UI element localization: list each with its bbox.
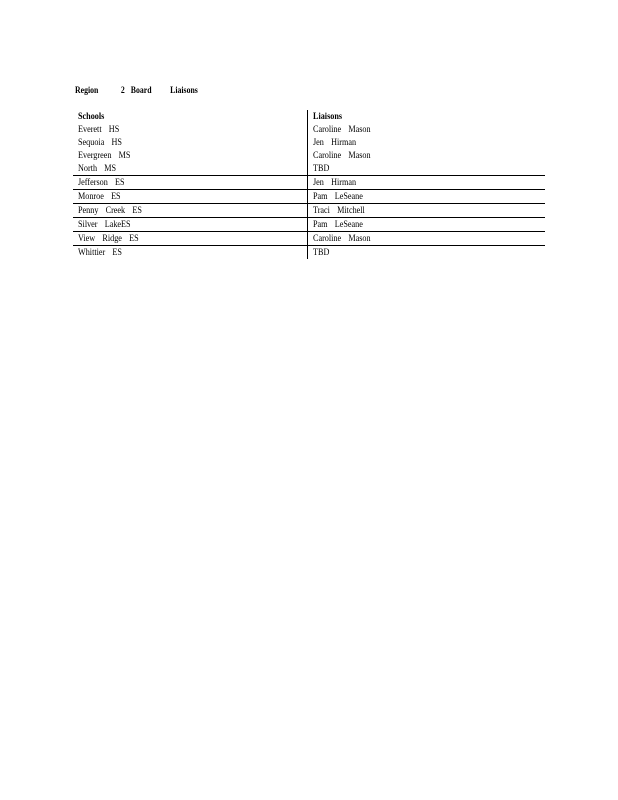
table-row [73, 190, 545, 204]
table-row [73, 176, 545, 190]
liaison-cell: Caroline Mason [313, 125, 372, 135]
liaison-cell: Pam LeSeane [308, 218, 545, 232]
school-cell: Evergreen MS [73, 149, 308, 162]
school-cell: Whittier ES [73, 246, 308, 260]
schools-column-header: Schools [73, 110, 308, 123]
liaison-cell: Pam LeSeane [308, 190, 545, 204]
liaison-cell: Jen Hirman [313, 138, 357, 148]
heading-board: Board [130, 86, 152, 96]
school-cell: Jefferson ES [73, 176, 308, 190]
liaison-table [73, 110, 545, 259]
table-row [73, 246, 545, 260]
liaison-cell: Caroline Mason [313, 151, 372, 161]
liaison-cell: TBD [313, 248, 330, 258]
table-row [73, 123, 545, 136]
table-row [73, 162, 545, 176]
table-row [73, 204, 545, 218]
school-cell: Silver LakeES [73, 218, 308, 232]
heading-region: Region [75, 86, 99, 96]
school-cell: Penny Creek ES [73, 204, 308, 218]
school-cell: Sequoia HS [73, 136, 308, 149]
table-row [73, 218, 545, 232]
heading-region-number: 2 [120, 86, 125, 96]
table-header-row [73, 110, 545, 123]
table-row [73, 136, 545, 149]
liaison-cell: Caroline Mason [308, 232, 545, 246]
liaison-cell: Traci Mitchell [308, 204, 545, 218]
liaison-cell: Jen Hirman [308, 176, 545, 190]
table-row [73, 232, 545, 246]
liaison-cell: TBD [313, 164, 330, 174]
school-cell: North MS [73, 162, 308, 176]
school-cell: View Ridge ES [73, 232, 308, 246]
liaisons-column-header: Liaisons [313, 112, 343, 122]
school-cell: Everett HS [73, 123, 308, 136]
heading-liaisons: Liaisons [170, 86, 198, 96]
table-row [73, 149, 545, 162]
document-heading [75, 86, 198, 96]
school-cell: Monroe ES [73, 190, 308, 204]
